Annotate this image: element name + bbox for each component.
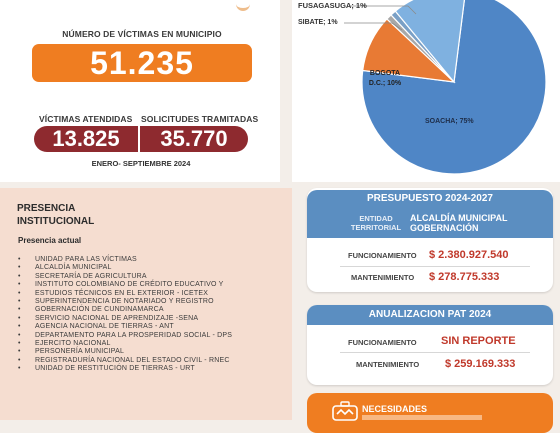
list-item: • ALCALDÍA MUNICIPAL: [18, 264, 232, 272]
presence-title: [17, 202, 94, 228]
budget-entity-label-1: ENTIDAD: [359, 214, 393, 223]
needs-title: NECESIDADES: [362, 404, 428, 414]
budget-entity-value-2: GOBERNACIÓN: [410, 223, 479, 233]
requests-value: 35.770: [140, 126, 248, 152]
list-item: • PERSONERÍA MUNICIPAL: [18, 348, 232, 356]
budget-func-value: $ 2.380.927.540: [429, 249, 509, 261]
needs-subtitle-bar: [362, 415, 482, 420]
list-item: • SECRETARÍA DE AGRICULTURA: [18, 273, 232, 281]
budget-func-label: FUNCIONAMIENTO: [348, 251, 417, 260]
requests-label: SOLICITUDES TRAMITADAS: [141, 114, 259, 124]
presence-title-line2: INSTITUCIONAL: [17, 216, 95, 227]
list-item: • EJERCITO NACIONAL: [18, 340, 232, 348]
budget-entity-value-1: ALCALDÍA MUNICIPAL: [410, 213, 508, 223]
attended-value: 13.825: [34, 126, 138, 152]
budget-maint-value: $ 278.775.333: [429, 271, 500, 283]
list-item: • SERVICIO NACIONAL DE APRENDIZAJE -SENA: [18, 315, 232, 323]
period-text: ENERO- SEPTIEMBRE 2024: [91, 159, 191, 168]
list-item: • UNIDAD PARA LAS VÍCTIMAS: [18, 256, 232, 264]
list-item: • INSTITUTO COLOMBIANO DE CRÉDITO EDUCATIVO Y: [18, 281, 232, 289]
victims-label: NÚMERO DE VÍCTIMAS EN MUNICIPIO: [62, 29, 222, 39]
list-item: • GOBERNACIÓN DE CUNDINAMARCA: [18, 306, 232, 314]
pie-chart: [292, 0, 560, 182]
presence-title-line1: PRESENCIA: [17, 203, 76, 214]
pie-label-bogota: [364, 69, 406, 89]
needs-icon: [331, 400, 359, 422]
list-item: • REGISTRADURÍA NACIONAL DEL ESTADO CIVIL - RNEC: [18, 357, 232, 365]
stats-panel: [0, 0, 280, 182]
pie-label-sibate: SIBATE; 1%: [298, 19, 338, 26]
pat-func-label: FUNCIONAMIENTO: [348, 338, 417, 347]
pat-maint-label: MANTENIMIENTO: [356, 360, 420, 369]
budget-title: PRESUPUESTO 2024-2027: [307, 190, 553, 208]
pie-label-fusagasuga: FUSAGASUGA; 1%: [298, 1, 367, 10]
budget-maint-label: MANTENIMIENTO: [351, 273, 415, 282]
pat-title: ANUALIZACION PAT 2024: [307, 305, 553, 325]
attended-label: VÍCTIMAS ATENDIDAS: [39, 114, 133, 124]
pat-maint-value: $ 259.169.333: [445, 358, 516, 370]
pat-func-value: SIN REPORTE: [441, 335, 516, 347]
pie-label-soacha: SOACHA; 75%: [425, 118, 474, 125]
list-item: • UNIDAD DE RESTITUCIÓN DE TIERRAS - URT: [18, 365, 232, 373]
list-item: • AGENCIA NACIONAL DE TIERRAS - ANT: [18, 323, 232, 331]
budget-entity-label-2: TERRITORIAL: [350, 223, 402, 232]
list-item: • SUPERINTENDENCIA DE NOTARIADO Y REGISTRO: [18, 298, 232, 306]
budget-entity-value: [410, 213, 508, 233]
list-item: • DEPARTAMENTO PARA LA PROSPERIDAD SOCIAL - DPS: [18, 332, 232, 340]
presence-list: [18, 256, 232, 374]
budget-entity-label: [345, 214, 407, 232]
pie-label-bogota-text: BOGOTA D.C.; 10%: [368, 70, 402, 87]
presence-subtitle: Presencia actual: [18, 236, 82, 245]
pat-divider: [340, 352, 530, 353]
list-item: • ESTUDIOS TÉCNICOS EN EL EXTERIOR - ICETEX: [18, 290, 232, 298]
victims-value: 51.235: [32, 44, 252, 82]
budget-divider: [340, 266, 530, 267]
